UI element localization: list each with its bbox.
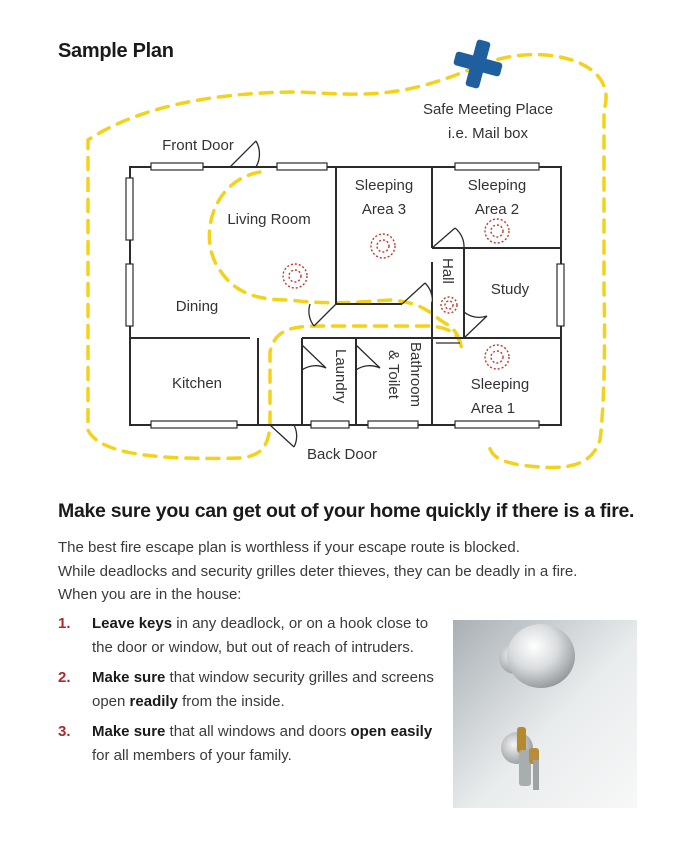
tip-emphasis: open easily [350,723,433,740]
tip-number: 3. [58,723,71,740]
tip-emphasis: readily [129,693,178,710]
tip-text: in any deadlock, or on a hook close to the door or window, but out of reach of intruders. [92,615,429,656]
safety-tips-list [58,612,438,774]
tip-emphasis: Make sure [92,723,166,740]
meeting-place-sublabel: i.e. Mail box [447,125,529,142]
sleeping-area-2-sublabel: Area 2 [474,201,520,218]
laundry-label: Laundry [332,349,349,404]
sleeping-area-1-label: Sleeping [470,376,530,393]
sleeping-area-2-label: Sleeping [467,177,527,194]
intro-paragraph [58,536,628,607]
living-room-label: Living Room [227,211,311,228]
safety-tip-item [58,720,438,768]
hall-label: Hall [439,258,456,284]
smoke-alarm-icon [283,219,509,369]
front-door-label: Front Door [162,137,234,154]
toilet-label: & Toilet [385,350,402,399]
tip-text: that all windows and doors [165,723,351,740]
tip-emphasis: Make sure [92,669,166,686]
tip-number: 1. [58,615,71,632]
door-knob-with-keys-photo [453,620,637,808]
tip-emphasis: Leave keys [92,615,173,632]
tip-text: from the inside. [177,693,285,710]
safety-tip-item [58,666,438,714]
meeting-place-x-icon [449,35,508,94]
intro-line: When you are in the house: [58,586,242,603]
safety-tip-item [58,612,438,660]
sleeping-area-1-sublabel: Area 1 [470,400,516,417]
intro-line: The best fire escape plan is worthless if your escape route is blocked. [58,539,520,556]
page-title: Sample Plan [58,40,174,62]
meeting-place-label: Safe Meeting Place [422,101,554,118]
kitchen-label: Kitchen [171,375,223,392]
tip-number: 2. [58,669,71,686]
sleeping-area-3-sublabel: Area 3 [361,201,407,218]
back-door-label: Back Door [306,446,378,463]
tip-text: that window security grilles and screens open [92,669,434,710]
intro-line: While deadlocks and security grilles deter thieves, they can be deadly in a fire. [58,562,578,580]
section-heading: Make sure you can get out of your home quickly if there is a fire. [58,500,635,522]
tip-text: for all members of your family. [92,747,292,764]
bathroom-label: Bathroom [407,342,424,408]
sleeping-area-3-label: Sleeping [354,177,414,194]
dining-label: Dining [175,298,219,315]
study-label: Study [490,281,530,298]
